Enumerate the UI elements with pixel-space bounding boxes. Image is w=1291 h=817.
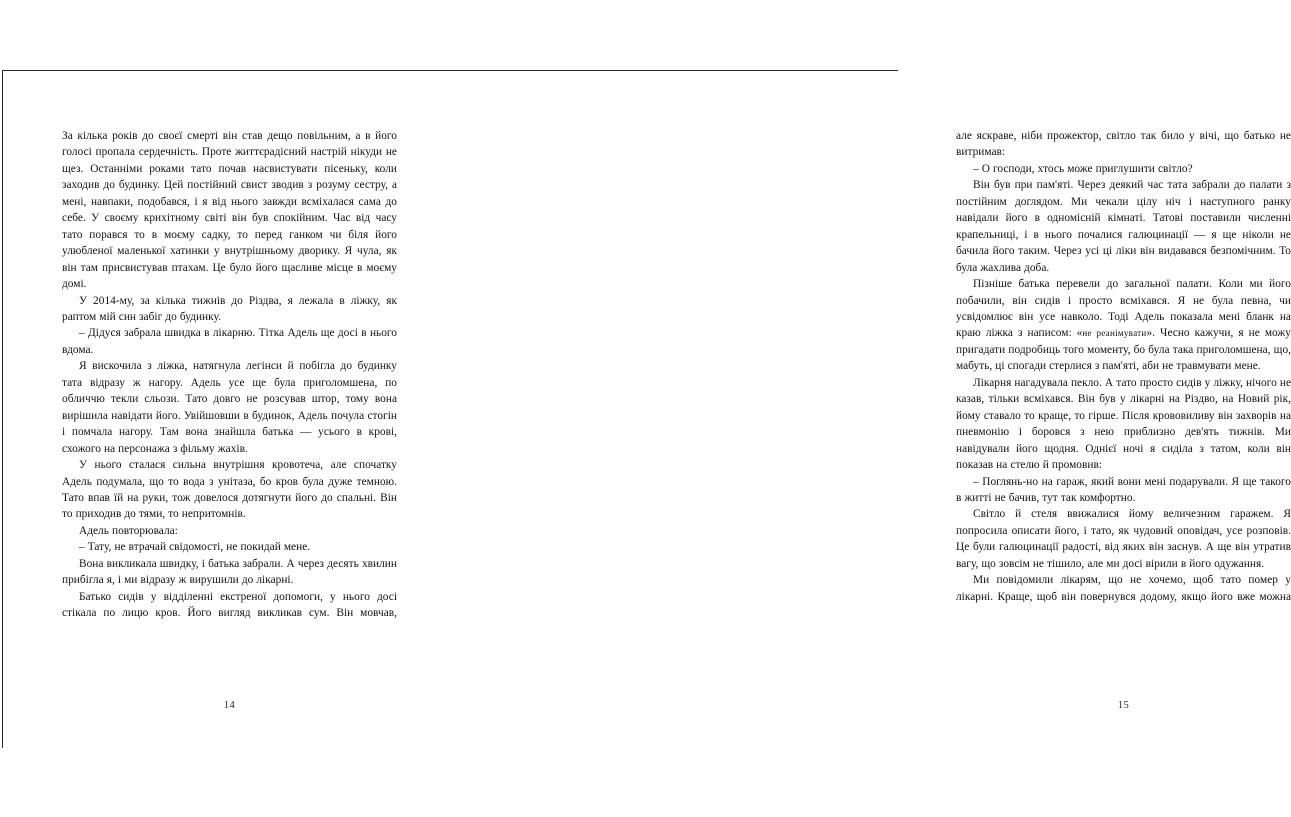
paragraph: Ми повідомили лікарям, що не хочемо, щоб тато помер у лікарні. Краще, щоб він повернувся додому, якщо його вже можна <box>956 574 1291 603</box>
left-page <box>0 0 450 817</box>
right-page <box>450 0 1291 817</box>
left-page-text-block <box>62 128 397 622</box>
paragraph: Світло й стеля ввижалися йому величезним гаражем. Я попросила описати його, і тато, як чудовий оповідач, усе розповів. Це були галюцинації радості, від яких він заснув. А ще він утратив вагу, що зовсім не тішило, але ми досі вірили в його одужання. <box>956 508 1291 570</box>
right-page-folio: 15 <box>1117 700 1130 711</box>
paragraph: – Дідуся забрала швидка в лікарню. Тітка Адель ще досі в нього вдома. <box>62 327 397 356</box>
paragraph: У нього сталася сильна внутрішня кровотеча, але спочатку Адель подумала, що то вода з унітаза, бо кров була дуже темною. Тато впав їй на руки, тож довелося дотягнути його до спальні. Він то приходив до тями, то непритомнів. <box>62 459 397 521</box>
paragraph: Вона викликала швидку, і батька забрали. А через десять хвилин прибігла я, і ми відразу ж вирушили до лікарні. <box>62 557 397 587</box>
paragraph: – Поглянь-но на гараж, який вони мені подарували. Я ще такого в житті не бачив, тут так комфортно. <box>956 475 1291 504</box>
paragraph: Батько сидів у відділенні екстреної допомоги, у нього досі стікала по лицю кров. Його вигляд викликав сум. Він мовчав, <box>62 590 397 620</box>
paragraph: Пізніше батька перевели до загальної палати. Коли ми його побачили, він сидів і просто всміхався. Я не була певна, чи усвідомлює він усе навколо. Тоді Адель показала мені бланк на краю ліжка з написом: «не реанімувати». Чесно кажучи, я не можу пригадати подробиць того моменту, бо була така приголомшена, що, мабуть, ці спогади стерлися з пам'яті, аби не травмувати мене. <box>956 278 1291 373</box>
right-page-text-block <box>956 128 1291 605</box>
paragraph: Лікарня нагадувала пекло. А тато просто сидів у ліжку, нічого не казав, тільки всміхався. Він був у лікарні на Різдво, на Новий рік, йому ставало то краще, то гірше. Після крововиливу він захворів на пневмонію і боровся з нею приблизно дев'ять тижнів. Ми навідували його щодня. Однієї ночі я сиділа з татом, коли він показав на стелю й промовив: <box>956 376 1291 472</box>
paragraph: але яскраве, ніби прожектор, світло так било у вічі, що батько не витримав: <box>956 130 1291 159</box>
paragraph: – О господи, хтось може приглушити світло? <box>973 162 1193 175</box>
paragraph: Він був при пам'яті. Через деякий час тата забрали до палати з постійним доглядом. Ми чекали цілу ніч і наступного ранку навідали його в одномісній кімнаті. Татові поставили численні крапельниці, і в нього почалися галюцинації — я ще ніколи не бачила його таким. Через усі ці ліки він видавався безпомічним. То була жахлива доба. <box>956 179 1291 274</box>
paragraph: У 2014-му, за кілька тижнів до Різдва, я лежала в ліжку, як раптом мій син забіг до будинку. <box>62 294 397 323</box>
paragraph: – Тату, не втрачай свідомості, не покидай мене. <box>79 541 311 554</box>
paragraph: Адель повторювала: <box>79 524 178 537</box>
paragraph: За кілька років до своєї смерті він став дещо повільним, а в його голосі пропала сердечність. Проте життєрадісний настрій нікуди не щез. Останніми роками тато почав насвистувати пісеньку, коли заходив до будинку. Цей постійний свист зводив з розуму сестру, а мені, навпаки, подобався, і я від нього завжди всміхалася сама до себе. У своєму крихітному світі він був спокійним. Час від часу тато порався то в моєму садку, то перед ганком чи біля його улюбленої маленької хатинки у внутрішньому дворику. Я чула, як він там присвистував птахам. Це було його щасливе місце в моєму домі. <box>62 130 397 291</box>
left-page-folio: 14 <box>223 700 236 711</box>
paragraph: Я вискочила з ліжка, натягнула легінси й побігла до будинку тата відразу ж нагору. Адель усе ще була приголомшена, по обличчю текли сльози. Тато довго не розсував штор, тому вона вирішила навідати його. Увійшовши в будинок, Адель почула стогін і помчала нагору. Там вона знайшла батька — усього в крові, схожого на персонажа з фільму жахів. <box>62 360 397 455</box>
inline-small-caps: не реанімувати <box>1082 328 1147 339</box>
